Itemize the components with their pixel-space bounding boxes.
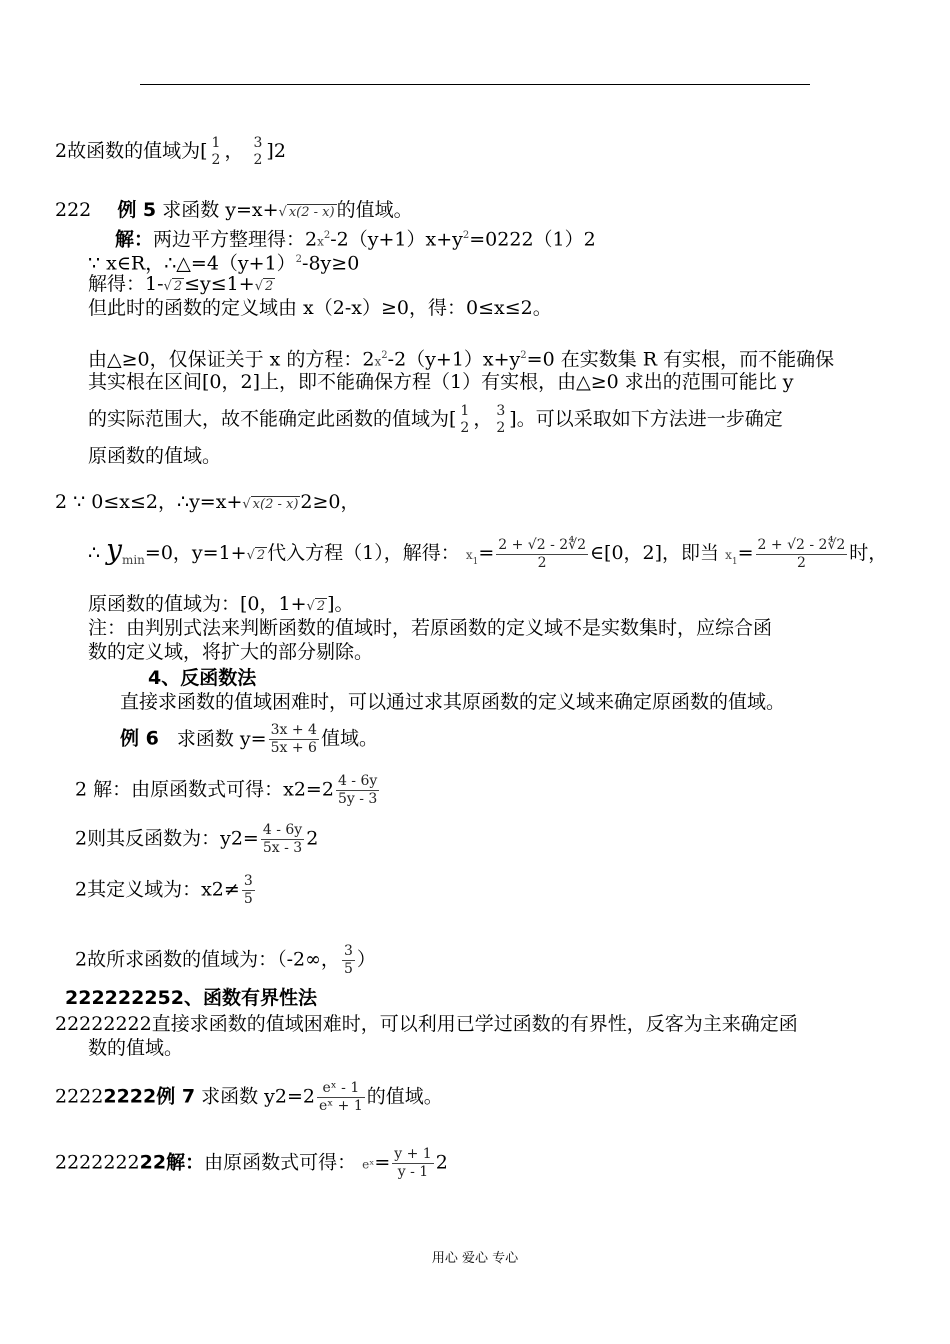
text: -2（y+1）x+y [330, 228, 463, 251]
example7-solution [55, 1146, 448, 1181]
superscript: 2 [462, 230, 470, 241]
range-result [88, 592, 354, 619]
comma: ， [224, 140, 244, 162]
example-label: 例 5 [117, 199, 157, 221]
section5-desc1: 22222222直接求函数的值域困难时，可以利用已学过函数的有界性，反客为主来确定函 [55, 1013, 798, 1035]
text: 2 [306, 827, 319, 850]
paragraph-line1 [88, 344, 834, 373]
example6-step3 [75, 873, 257, 908]
fraction: $\frac{y + 1}{y - 1}$ [394, 1146, 432, 1180]
text: = [478, 542, 495, 564]
text: 时， [849, 542, 888, 564]
e-var: eˣ [362, 1157, 375, 1172]
text: ]2 [266, 140, 286, 162]
header-rule [140, 84, 810, 85]
section5-desc2: 数的值域。 [88, 1037, 184, 1059]
text: ∵ x∈R，∴△=4（y+1） [88, 252, 296, 275]
section4-title: 4、反函数法 [148, 667, 257, 689]
sqrt: √ x(2 - x) [278, 205, 335, 220]
fraction: 1 2 [460, 403, 470, 436]
text: 两边平方整理得：2 [153, 228, 318, 251]
text: 值域。 [320, 727, 378, 750]
example-label: 2222例 7 [103, 1085, 196, 1108]
y-var: y [106, 533, 122, 566]
text: 2 ∵ 0≤x≤2，∴y=x+ [55, 491, 243, 513]
text: 2222 [55, 1085, 104, 1108]
text: 求函数 y= [176, 727, 267, 750]
subscript: min [121, 552, 145, 567]
section5-title: 222222252、函数有界性法 [65, 987, 317, 1009]
fraction: $\frac{4 - 6y}{5x - 3}$ [262, 822, 303, 856]
text: 2其定义域为：x2≠ [75, 878, 240, 901]
example6-step2 [75, 822, 318, 857]
fraction: $\frac{3}{5}$ [343, 943, 353, 977]
solution-label: 解： [115, 228, 154, 251]
fraction: $\frac{2 + √2 - 2∜2}{2}$ [757, 536, 846, 571]
text: 求函数 y2=2 [201, 1085, 315, 1108]
ymin-line [88, 530, 887, 582]
text: 由原函数式可得： [204, 1151, 357, 1174]
text: = [737, 542, 754, 564]
superscript: 2 [520, 350, 527, 361]
text: =0 在实数集 R 有实根，而不能确保 [526, 348, 835, 371]
text: =0222（1）2 [469, 228, 596, 251]
fraction: $\frac{4 - 6y}{5y - 3}$ [337, 773, 378, 807]
x-var: x [725, 548, 732, 562]
subscript: 1 [472, 556, 479, 567]
text: ]。 [327, 593, 354, 615]
superscript: 2 [381, 350, 388, 361]
text: 求函数 y=x+ [162, 199, 279, 221]
fraction: 3 2 [253, 135, 263, 168]
paragraph-line4: 原函数的值域。 [88, 445, 222, 467]
text: 的值域。 [336, 199, 413, 221]
paragraph-line3: 的实际范围大，故不能确定此函数的值域为[ 1 2 ， 3 2 ]。可以采取如下方法进一步确定 [88, 403, 783, 436]
note-line1: 注：由判别式法来判断函数的值域时，若原函数的定义域不是实数集时，应综合函 [88, 617, 773, 639]
text: 解得：1- [88, 273, 164, 295]
text: -2（y+1）x+y [387, 348, 521, 371]
fraction: 1 2 [211, 135, 221, 168]
subscript: 1 [731, 556, 738, 567]
text: 的实际范围大，故不能确定此函数的值域为[ [88, 408, 457, 430]
text: 222 [55, 199, 92, 221]
example7-heading [55, 1080, 443, 1115]
example6-heading [120, 722, 378, 757]
sqrt: √ 2 [254, 279, 274, 294]
text: 原函数的值域为：[0，1+ [88, 593, 307, 615]
range-line [55, 135, 286, 169]
text: -8y≥0 [302, 252, 360, 275]
example6-step4 [75, 943, 376, 978]
solution-line4: 但此时的函数的定义域由 x（2-x）≥0，得：0≤x≤2。 [88, 297, 552, 319]
condition-line [55, 490, 360, 517]
example-label: 例 6 [120, 727, 159, 750]
text: 2 解：由原函数式可得：x2=2 [75, 778, 334, 801]
text: 代入方程（1），解得： [267, 542, 460, 564]
text: ]。可以采取如下方法进一步确定 [509, 408, 783, 430]
text: 2≥0， [300, 491, 360, 513]
text: ∴ [88, 542, 101, 564]
text: 由△≥0，仅保证关于 x 的方程：2 [88, 348, 375, 371]
text: 的值域。 [366, 1085, 443, 1108]
superscript: 2 [323, 230, 331, 241]
sqrt: √ x(2 - x) [242, 497, 299, 512]
text: ） [356, 948, 376, 971]
text: 2 [435, 1151, 448, 1174]
section4-desc: 直接求函数的值域困难时，可以通过求其原函数的定义域来确定原函数的值域。 [120, 691, 786, 713]
sqrt: √ 2 [246, 548, 266, 563]
example5-heading [55, 198, 413, 225]
fraction: $\frac{3x + 4}{5x + 6}$ [270, 722, 317, 756]
note-line2: 数的定义域，将扩大的部分剔除。 [88, 641, 374, 663]
text: 2故函数的值域为[ [55, 140, 208, 162]
text: 2则其反函数为：y2= [75, 827, 259, 850]
fraction: $\frac{2 + √2 - 2∜2}{2}$ [498, 536, 586, 571]
text: 2故所求函数的值域为：（-2∞， [75, 948, 340, 971]
sqrt: √ 2 [306, 599, 326, 614]
solution-line3 [88, 272, 275, 299]
fraction: $\frac{\text{eˣ - 1}}{\text{eˣ + 1}}$ [319, 1080, 363, 1114]
text: 2222222 [55, 1151, 140, 1174]
x-var: x [465, 548, 473, 562]
text: ∈[0，2]，即当 [589, 542, 720, 564]
text: ≤y≤1+ [184, 273, 255, 295]
fraction: $\frac{3}{5}$ [243, 873, 253, 907]
x-var: x [374, 354, 382, 369]
text: =0，y=1+ [144, 542, 247, 564]
solution-label: 22解： [139, 1151, 205, 1174]
superscript: 2 [295, 254, 303, 265]
example6-step1 [75, 773, 381, 808]
text: = [374, 1151, 391, 1174]
page-footer: 用心 爱心 专心 [431, 1251, 519, 1266]
paragraph-line2: 其实根在区间[0，2]上，即不能确保方程（1）有实根，由△≥0 求出的范围可能比 y [88, 371, 794, 393]
sqrt: √ 2 [163, 279, 183, 294]
x-var: x [317, 234, 324, 249]
fraction: 3 2 [496, 403, 506, 436]
